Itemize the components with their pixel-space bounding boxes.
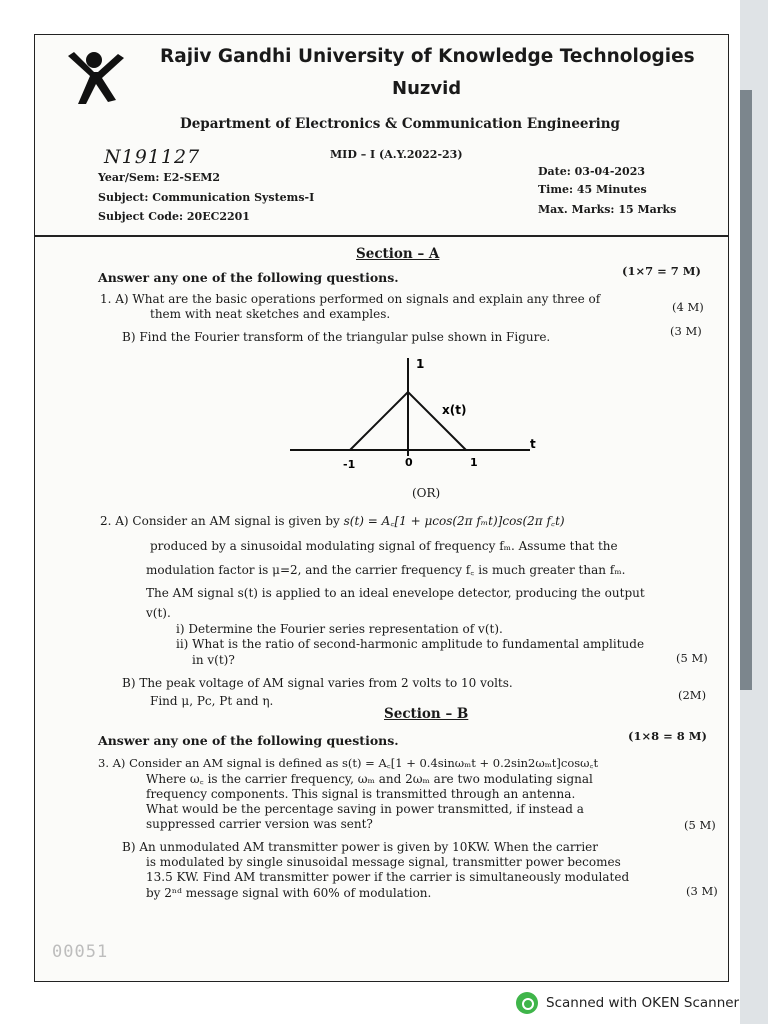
x-tick-pos: 1 (470, 456, 478, 469)
q2a-ii-line2: in v(t)? (192, 653, 235, 667)
q2b-line2: Find μ, Pc, Pt and η. (150, 694, 274, 708)
section-a-instruction: Answer any one of the following questions. (98, 270, 399, 285)
handwritten-id: N191127 (104, 146, 201, 168)
signal-label: x(t) (442, 403, 467, 417)
q2a-line5: v(t). (146, 606, 171, 620)
exam-time: Time: 45 Minutes (538, 183, 647, 196)
exam-title: MID – I (A.Y.2022-23) (330, 148, 463, 161)
q2a-i: i) Determine the Fourier series representation of v(t). (176, 622, 503, 636)
q3b-line2: is modulated by single sinusoidal message signal, transmitter power becomes (146, 855, 621, 869)
q2a-line2: produced by a sinusoidal modulating signal of frequency fₘ. Assume that the (150, 539, 618, 553)
section-b-instruction: Answer any one of the following questions. (98, 733, 399, 748)
header-divider (34, 235, 729, 237)
q3b-marks: (3 M) (686, 884, 718, 898)
q1a-line2: them with neat sketches and examples. (150, 307, 391, 321)
scanner-logo-icon (516, 992, 538, 1014)
triangular-pulse-figure (290, 352, 550, 482)
q2a-equation: s(t) = A꜀[1 + μcos(2π fₘt)]cos(2π f꜀t) (343, 514, 565, 528)
y-tick-1: 1 (416, 357, 425, 371)
background-edge (740, 90, 752, 690)
q2a-line1-text: 2. A) Consider an AM signal is given by (100, 514, 344, 528)
subject-code: Subject Code: 20EC2201 (98, 210, 250, 223)
section-a-marks: (1×7 = 7 M) (622, 264, 701, 278)
q3a-line2: Where ω꜀ is the carrier frequency, ωₘ and 2ωₘ are two modulating signal (146, 772, 593, 786)
section-b-marks: (1×8 = 8 M) (628, 729, 707, 743)
x-tick-neg: -1 (343, 458, 356, 471)
q2a-line3: modulation factor is μ=2, and the carrier frequency f꜀ is much greater than fₘ. (146, 563, 626, 577)
or-divider: (OR) (412, 486, 441, 500)
university-name: Rajiv Gandhi University of Knowledge Technologies (160, 46, 695, 67)
q3b-line3: 13.5 KW. Find AM transmitter power if the carrier is simultaneously modulated (146, 870, 630, 884)
q2a-line4: The AM signal s(t) is applied to an ideal enevelope detector, producing the output (146, 586, 645, 600)
subject: Subject: Communication Systems-I (98, 191, 315, 204)
x-axis-label: t (530, 437, 536, 451)
q3a-line3: frequency components. This signal is transmitted through an antenna. (146, 787, 576, 801)
scanner-watermark (516, 992, 739, 1014)
q3a-line5: suppressed carrier version was sent? (146, 817, 373, 831)
q1a-marks: (4 M) (672, 300, 704, 314)
q2a-marks: (5 M) (676, 651, 708, 665)
q3b-line1: B) An unmodulated AM transmitter power is given by 10KW. When the carrier (122, 840, 599, 854)
section-b-title: Section – B (384, 706, 469, 722)
page-stamp: 00051 (52, 942, 109, 962)
scanner-text: Scanned with OKEN Scanner (546, 995, 740, 1011)
q2b-marks: (2M) (678, 688, 707, 702)
q1b-marks: (3 M) (670, 324, 702, 338)
q2a-ii-line1: ii) What is the ratio of second-harmonic amplitude to fundamental amplitude (176, 637, 645, 651)
q1a-line1: 1. A) What are the basic operations performed on signals and explain any three of (100, 292, 601, 306)
year-sem: Year/Sem: E2-SEM2 (98, 171, 221, 184)
q3a-line1: 3. A) Consider an AM signal is defined as s(t) = A꜀[1 + 0.4sinωₘt + 0.2sin2ωₘt]cosω꜀t (98, 756, 599, 770)
section-a-title: Section – A (356, 246, 440, 262)
max-marks: Max. Marks: 15 Marks (538, 203, 677, 216)
q1b-text: B) Find the Fourier transform of the triangular pulse shown in Figure. (122, 330, 551, 344)
x-tick-zero: 0 (405, 456, 413, 469)
q3a-marks: (5 M) (684, 818, 716, 832)
q3a-line4: What would be the percentage saving in power transmitted, if instead a (146, 802, 584, 816)
q3b-line4: by 2ⁿᵈ message signal with 60% of modulation. (146, 886, 432, 900)
campus-name: Nuzvid (392, 78, 462, 99)
department-name: Department of Electronics & Communication Engineering (180, 116, 620, 132)
exam-date: Date: 03-04-2023 (538, 165, 645, 178)
background-strip (740, 0, 768, 1024)
q2a-line1 (100, 514, 565, 529)
university-logo-icon (64, 50, 128, 106)
q2b-line1: B) The peak voltage of AM signal varies from 2 volts to 10 volts. (122, 676, 513, 690)
